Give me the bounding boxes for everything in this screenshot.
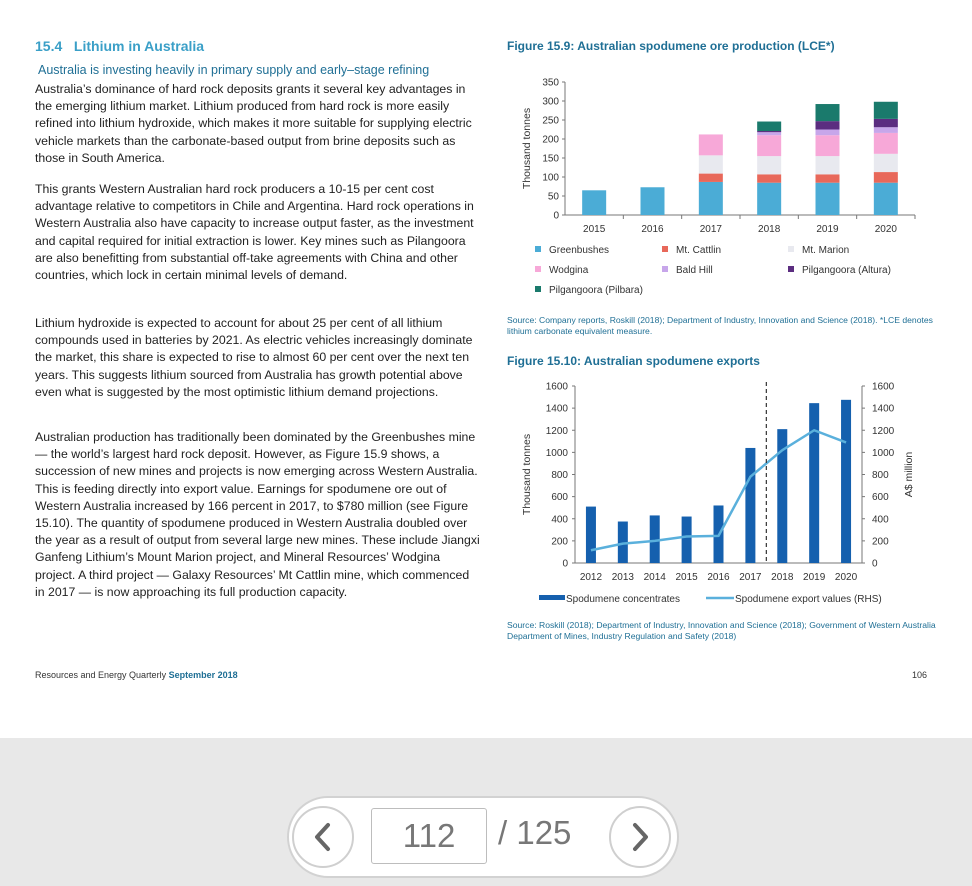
previous-page-button[interactable] <box>292 806 354 868</box>
section-number: 15.4 <box>35 38 63 54</box>
y-tick-label: 0 <box>562 558 568 570</box>
x-tick-label: 2018 <box>758 224 781 235</box>
legend-label: Spodumene export values (RHS) <box>735 594 882 605</box>
bar-segment <box>816 183 840 215</box>
x-tick-label: 2020 <box>834 572 858 583</box>
x-tick-label: 2013 <box>611 572 634 583</box>
y-tick-label: 1600 <box>545 381 568 393</box>
bar-segment <box>874 133 898 154</box>
legend-label: Pilgangoora (Altura) <box>802 265 891 276</box>
legend-label: Pilgangoora (Pilbara) <box>549 285 643 296</box>
x-tick-label: 2017 <box>739 572 762 583</box>
bar-segment <box>757 131 781 132</box>
y2-tick-label: 1400 <box>872 403 895 415</box>
exports-chart <box>505 376 935 612</box>
figure-15-10-title: Figure 15.10: Australian spodumene exports <box>507 354 760 368</box>
legend-swatch <box>535 246 541 252</box>
y-tick-label: 250 <box>542 115 559 127</box>
legend-label: Greenbushes <box>549 245 610 256</box>
bar-segment <box>874 154 898 172</box>
legend-swatch <box>662 266 668 272</box>
bar-segment <box>699 182 723 215</box>
bar-segment <box>699 155 723 173</box>
bar-segment <box>699 134 723 155</box>
y-tick-label: 350 <box>542 77 559 89</box>
y-tick-label: 200 <box>551 536 568 548</box>
bar-segment <box>816 104 840 121</box>
x-tick-label: 2020 <box>874 224 897 235</box>
y-tick-label: 1000 <box>545 447 568 459</box>
y2-tick-label: 1000 <box>872 447 895 459</box>
bar-segment <box>874 172 898 183</box>
legend-swatch <box>788 246 794 252</box>
x-tick-label: 2018 <box>771 572 794 583</box>
legend-label: Mt. Marion <box>802 245 850 256</box>
y2-tick-label: 600 <box>872 492 889 504</box>
y2-tick-label: 1200 <box>872 425 895 437</box>
x-tick-label: 2015 <box>675 572 698 583</box>
bar-segment <box>874 102 898 119</box>
bar <box>841 400 851 563</box>
y2-tick-label: 0 <box>872 558 878 570</box>
section-title <box>35 38 204 54</box>
y-tick-label: 300 <box>542 96 559 108</box>
paragraph-3: Lithium hydroxide is expected to account for about 25 per cent of all lithium compounds used in batteries by 2021. As electric vehicles increasingly dominate the market, this share is expected to rise to almost 60 per cent over the next ten years. This suggests lithium sourced from Australia has growth potential above even what is suggested by the most optimistic lithium demand projections. <box>35 316 473 399</box>
y-tick-label: 150 <box>542 153 559 165</box>
bar-segment <box>874 127 898 133</box>
x-tick-label: 2016 <box>641 224 664 235</box>
production-chart <box>505 72 935 304</box>
figure-15-9-title: Figure 15.9: Australian spodumene ore production (LCE*) <box>507 39 835 53</box>
x-tick-label: 2012 <box>579 572 603 583</box>
bar-segment <box>582 190 606 215</box>
bar-segment <box>641 187 665 215</box>
legend-label: Spodumene concentrates <box>566 594 680 605</box>
footer-page-number: 106 <box>912 670 928 680</box>
y2-tick-label: 200 <box>872 536 889 548</box>
y-tick-label: 1200 <box>545 425 568 437</box>
y-tick-label: 800 <box>551 470 568 481</box>
bar-segment <box>816 130 840 136</box>
y2-axis-title: A$ million <box>903 451 915 498</box>
bar <box>586 507 596 563</box>
x-tick-label: 2019 <box>803 572 826 583</box>
x-tick-label: 2015 <box>583 224 606 235</box>
page-number-input[interactable]: 112 <box>371 808 487 864</box>
x-tick-label: 2014 <box>643 572 666 583</box>
legend-swatch <box>662 246 668 252</box>
legend-swatch <box>788 266 794 272</box>
bar <box>809 403 819 563</box>
y2-tick-label: 800 <box>872 470 889 481</box>
y2-tick-label: 1600 <box>872 381 895 393</box>
x-tick-label: 2016 <box>707 572 730 583</box>
bar-segment <box>757 132 781 135</box>
x-tick-label: 2017 <box>699 224 722 235</box>
y-axis-title: Thousand tonnes <box>521 107 533 190</box>
bar-segment <box>816 156 840 174</box>
bar-segment <box>816 174 840 182</box>
paragraph-1: Australia’s dominance of hard rock deposits grants it several key advantages in the emerging lithium market. Lithium produced from hard rock is more easily refined into lithium hydroxide, which makes it more suitable for supplying electric vehicle markets than the carbonate-based output from brine deposits such as those in South America. <box>35 82 472 165</box>
bar-segment <box>757 122 781 132</box>
paragraph-4: Australian production has traditionally been dominated by the Greenbushes mine — the world’s largest hard rock deposit. However, as Figure 15.9 shows, a succession of new mines and projects is now emerging across Western Australia. This is feeding directly into export value. Earnings for spodumene ore out of Western Australia increased by 166 percent in 2017, to $780 million (see Figure 15.10). The quantity of spodumene produced in Western Australia doubled over the year as a result of output from several large new mines. These include Jiangxi Ganfeng Lithium’s Mount Marion project, and Mineral Resources’ Wodgina project. A third project — Galaxy Resources’ Mt Cattlin mine, which commenced in 2017 — is now approaching its full production capacity. <box>35 430 480 599</box>
y-tick-label: 400 <box>551 514 568 526</box>
section-title-text: Lithium in Australia <box>73 38 205 54</box>
bar <box>682 517 692 563</box>
bar-segment <box>816 121 840 129</box>
bar-segment <box>757 135 781 156</box>
y-axis-title: Thousand tonnes <box>521 433 533 516</box>
footer-publication <box>35 670 238 680</box>
subheading: Australia is investing heavily in primary supply and early–stage refining <box>38 63 430 77</box>
bar <box>745 448 755 563</box>
bar-segment <box>874 119 898 127</box>
y-tick-label: 1400 <box>545 403 568 415</box>
footer-month: September 2018 <box>168 670 238 680</box>
bar-segment <box>757 156 781 174</box>
figure-15-9-source: Source: Company reports, Roskill (2018); Department of Industry, Innovation and Science (2018). *LCE denotes lithium carbonate equivalent measure. <box>507 315 933 337</box>
y2-tick-label: 400 <box>872 514 889 526</box>
chevron-left-icon <box>311 821 335 853</box>
y-tick-label: 100 <box>542 172 559 184</box>
legend-swatch <box>535 286 541 292</box>
footer-publication-name: Resources and Energy Quarterly <box>35 670 167 680</box>
bar-segment <box>874 183 898 215</box>
chevron-right-icon <box>628 821 652 853</box>
next-page-button[interactable] <box>609 806 671 868</box>
y-tick-label: 600 <box>551 492 568 504</box>
bar-segment <box>757 183 781 215</box>
figure-15-10-source: Source: Roskill (2018); Department of Industry, Innovation and Science (2018); Government of Western Australia Department of Mines, Industry Regulation and Safety (2018) <box>507 620 936 642</box>
page-total: / 125 <box>498 814 572 851</box>
x-tick-label: 2019 <box>816 224 839 235</box>
y-tick-label: 0 <box>553 210 559 222</box>
bar-segment <box>699 174 723 182</box>
legend-swatch <box>535 266 541 272</box>
legend-label: Mt. Cattlin <box>676 245 722 256</box>
y-tick-label: 200 <box>542 134 559 146</box>
y-tick-label: 50 <box>547 191 559 203</box>
legend-label: Wodgina <box>549 265 589 276</box>
legend-label: Bald Hill <box>676 265 713 276</box>
bar-segment <box>757 174 781 182</box>
paragraph-2: This grants Western Australian hard rock producers a 10-15 per cent cost advantage relative to competitors in Chile and Argentina. Hard rock operations in Western Australia also have capacity to increase output faster, as the investment and capital required for initial extraction is lower. Key mines such as Pilangoora are also benefitting from substantial off-take agreements with China and other countries, which lock in certain minimal levels of demand. <box>35 182 474 283</box>
legend-swatch-bars <box>539 595 565 600</box>
bar-segment <box>816 135 840 156</box>
